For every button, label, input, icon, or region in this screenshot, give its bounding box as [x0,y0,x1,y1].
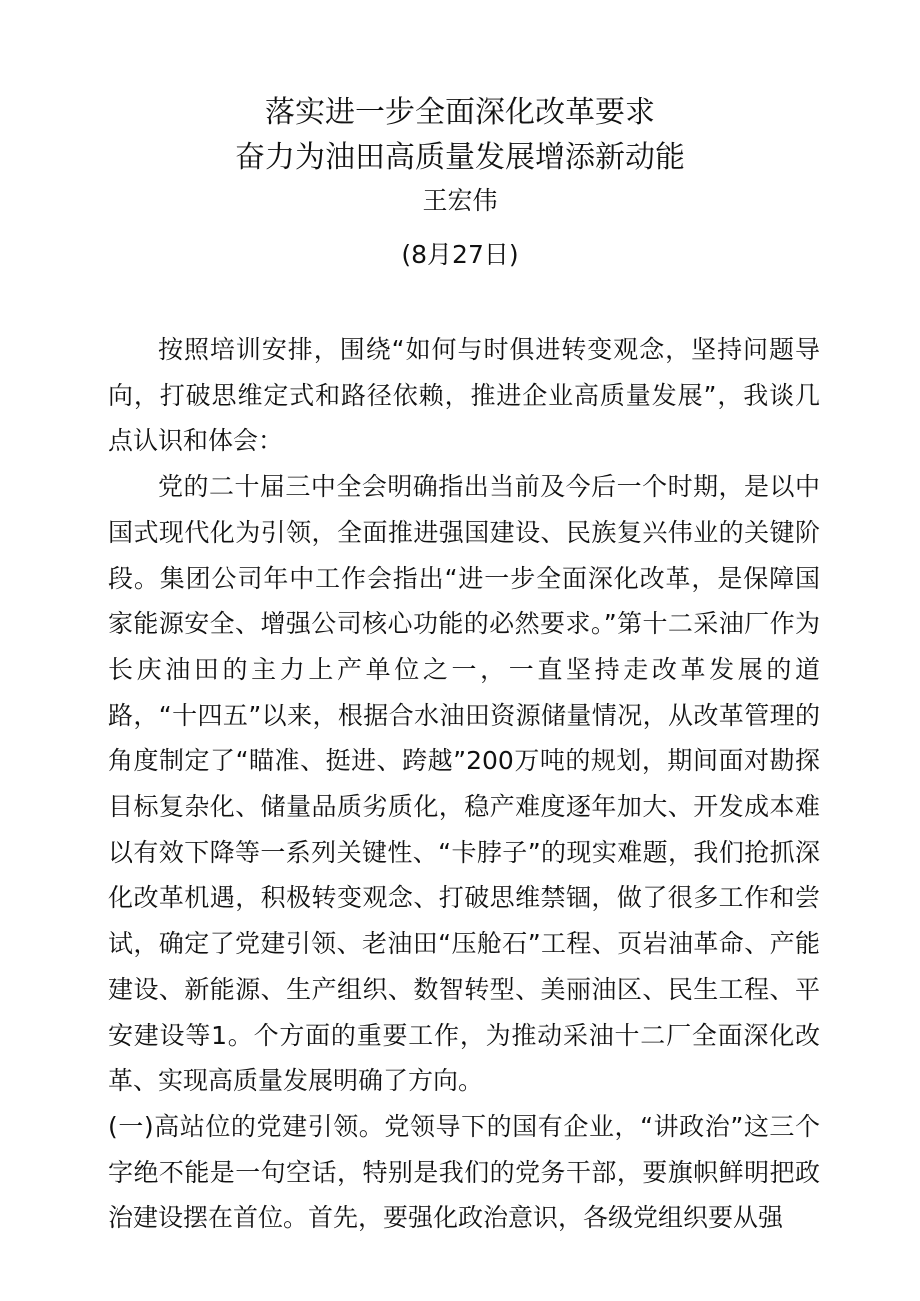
document-author: 王宏伟 [422,186,498,215]
document-date: (8月27日) [401,240,519,269]
body-paragraph-section-1: (一)高站位的党建引领。党领导下的国有企业，“讲政治”这三个字绝不能是一句空话，特别是我们的党务干部，要旗帜鲜明把政治建设摆在首位。首先，要强化政治意识，各级党组织要从强 [108,1111,820,1233]
document-body [108,327,820,1241]
document-title-line-2: 奋力为油田高质量发展增添新动能 [235,140,685,175]
body-paragraph-intro: 按照培训安排，围绕“如何与时俱进转变观念，坚持问题导向，打破思维定式和路径依赖，推进企业高质量发展”，我谈几点认识和体会： [108,335,820,456]
document-title-line-1: 落实进一步全面深化改革要求 [265,95,655,130]
body-paragraph-context: 党的二十届三中全会明确指出当前及今后一个时期，是以中国式现代化为引领，全面推进强国建设、民族复兴伟业的关键阶段。集团公司年中工作会指出“进一步全面深化改革，是保障国家能源安全、增强公司核心功能的必然要求。”第十二采油厂作为长庆油田的主力上产单位之一，一直坚持走改革发展的道路，“十四五”以来，根据合水油田资源储量情况，从改革管理的角度制定了“瞄准、挺进、跨越”200万吨的规划，期间面对勘探目标复杂化、储量品质劣质化，稳产难度逐年加大、开发成本难以有效下降等一系列关键性、“卡脖子”的现实难题，我们抢抓深化改革机遇，积极转变观念、打破思维禁锢，做了很多工作和尝试，确定了党建引领、老油田“压舱石”工程、页岩油革命、产能建设、新能源、生产组织、数智转型、美丽油区、民生工程、平安建设等1。个方面的重要工作，为推动采油十二厂全面深化改革、实现高质量发展明确了方向。 [108,472,820,1096]
